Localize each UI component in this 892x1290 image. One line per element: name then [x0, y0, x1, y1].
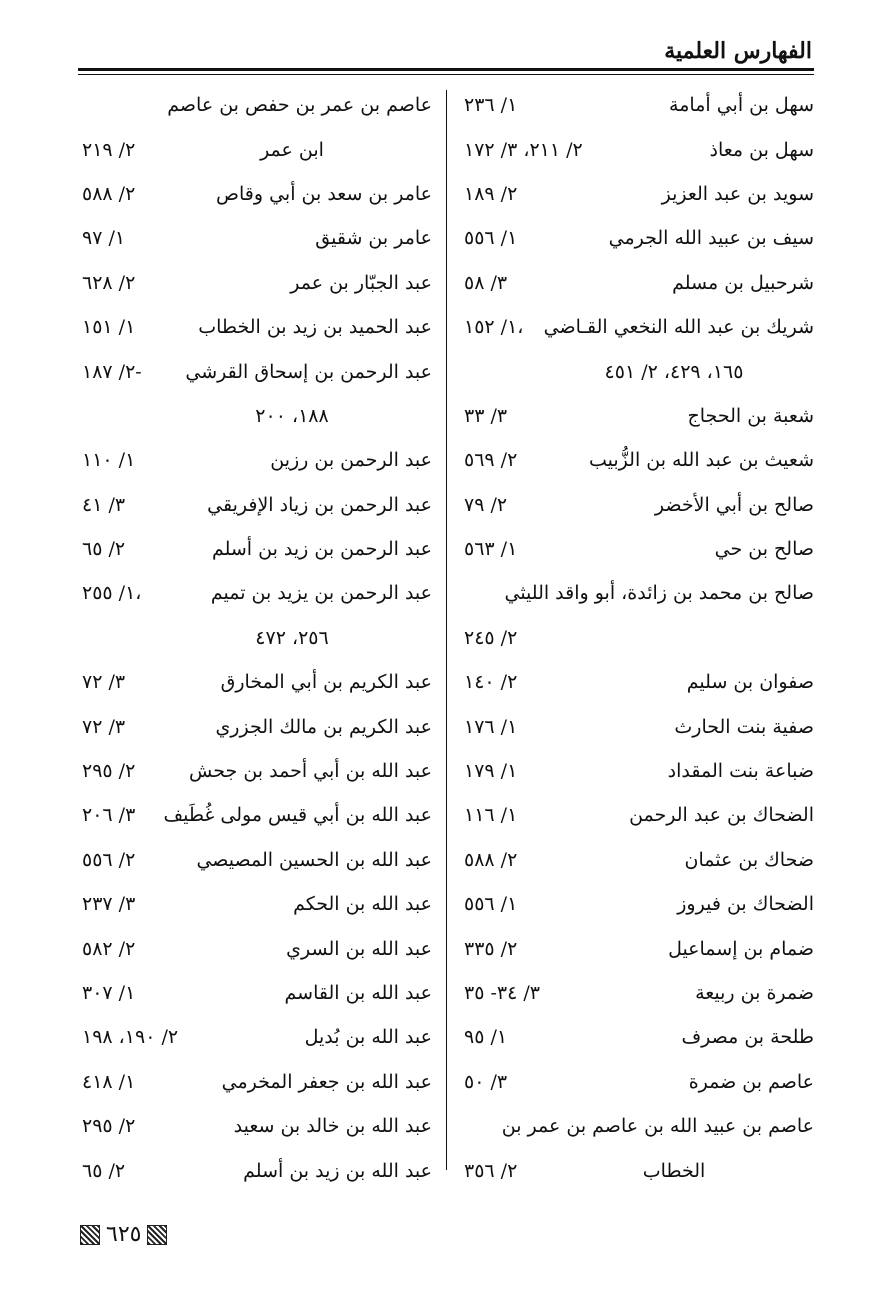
entry-reference: ١/ ٩٥ [464, 1026, 508, 1049]
entry-reference: ٢/ ٥٨٨ [464, 848, 518, 871]
entry-name: عبد الله بن أبي قيس مولى غُطَيف [163, 804, 432, 827]
ornament-icon [147, 1225, 167, 1245]
entry-name: سهل بن أبي أمامة [669, 94, 814, 117]
index-entry [82, 172, 432, 216]
index-entry [82, 571, 432, 615]
entry-name: ١٨٨، ٢٠٠ [255, 404, 329, 427]
index-entry [464, 438, 814, 482]
entry-name: شعيث بن عبد الله بن الزُّبيب [589, 449, 814, 472]
page-header-title: الفهارس العلمية [664, 38, 812, 64]
index-entry [464, 882, 814, 926]
entry-reference: ١/ ٩٧ [82, 227, 126, 250]
index-entry [82, 616, 432, 660]
index-entry [82, 394, 432, 438]
entry-reference: ٢/ ٥٨٢ [82, 937, 136, 960]
index-column-left [82, 83, 432, 1193]
index-entry [464, 1148, 814, 1192]
index-entry [464, 749, 814, 793]
entry-reference: ١/ ١٧٩ [464, 760, 518, 783]
entry-reference: ٢/ ٢٩٥ [82, 1115, 136, 1138]
entry-name: عبد الله بن الحسين المصيصي [196, 848, 432, 871]
column-divider [446, 90, 447, 1170]
header-rule-thin [78, 74, 814, 75]
entry-name: ضمام بن إسماعيل [668, 937, 814, 960]
entry-reference: ٢/ ١٨٧- [82, 360, 142, 383]
entry-name: شعبة بن الحجاج [687, 404, 814, 427]
entry-reference: ١/ ٤١٨ [82, 1070, 136, 1093]
entry-reference: ١/ ١٧٦ [464, 715, 518, 738]
index-entry [82, 216, 432, 260]
entry-reference: ١/ ٣٠٧ [82, 982, 136, 1004]
index-entry [82, 349, 432, 393]
entry-reference: ٢/ ٦٢٨ [82, 271, 136, 294]
index-entry [82, 438, 432, 482]
index-entry [82, 483, 432, 527]
entry-name: صالح بن محمد بن زائدة، أبو واقد الليثي [504, 582, 814, 605]
entry-name: عبد الرحمن بن إسحاق القرشي [185, 360, 432, 383]
index-entry [464, 660, 814, 704]
entry-name: عاصم بن ضمرة [688, 1070, 814, 1093]
entry-name: عبد الله بن أبي أحمد بن جحش [189, 760, 432, 783]
ornament-icon [80, 1225, 100, 1245]
entry-name: صالح بن أبي الأخضر [654, 493, 814, 516]
index-entry [464, 793, 814, 837]
index-entry [82, 1148, 432, 1192]
entry-reference: ٢/ ٢٩٥ [82, 760, 136, 783]
entry-name: عبد الرحمن بن رزين [270, 449, 432, 472]
entry-reference: ٣/ ٣٤- ٣٥ [464, 982, 540, 1004]
index-entry [464, 1015, 814, 1059]
entry-name: ضباعة بنت المقداد [667, 760, 814, 783]
index-entry [464, 971, 814, 1015]
index-column-right [464, 83, 814, 1193]
index-entry [82, 1104, 432, 1148]
entry-reference: ٣/ ٢٠٦ [82, 804, 136, 827]
entry-reference: ٢/ ٦٥ [82, 538, 126, 561]
entry-name: ضحاك بن عثمان [684, 848, 814, 871]
index-entry [464, 704, 814, 748]
entry-name: طلحة بن مصرف [681, 1026, 814, 1049]
entry-reference: ١/ ٥٥٦ [464, 893, 518, 916]
entry-reference: ٢/ ٥٥٦ [82, 848, 136, 871]
index-entry [82, 527, 432, 571]
entry-name: عبد الجبّار بن عمر [290, 271, 432, 294]
entry-name: عاصم بن عبيد الله بن عاصم بن عمر بن [501, 1115, 814, 1138]
entry-reference: ١/ ٥٦٣ [464, 538, 518, 561]
index-entry [464, 127, 814, 171]
entry-reference: ٢/ ١٨٩ [464, 182, 518, 205]
index-entry [82, 749, 432, 793]
entry-reference: ١/ ٢٣٦ [464, 94, 518, 117]
index-entry [82, 926, 432, 970]
entry-name: عبد الله بن السري [286, 937, 432, 960]
entry-reference: ٢/ ٥٨٨ [82, 182, 136, 205]
entry-name: عبد الرحمن بن زيد بن أسلم [211, 538, 432, 561]
entry-reference: ١/ ١٥١ [82, 316, 136, 339]
entry-reference: ٣/ ٥٨ [464, 271, 508, 294]
index-entry [82, 838, 432, 882]
entry-name: عبد الله بن زيد بن أسلم [243, 1159, 432, 1182]
entry-name: عبد الحميد بن زيد بن الخطاب [198, 316, 432, 339]
entry-name: عبد الله بن الحكم [293, 893, 432, 916]
index-entry [464, 261, 814, 305]
index-entry [82, 305, 432, 349]
entry-reference: ٢/ ٧٩ [464, 493, 508, 516]
entry-name: ٢٥٦، ٤٧٢ [255, 626, 329, 649]
header-rule-thick [78, 68, 814, 71]
index-entry [82, 882, 432, 926]
entry-name: ١٦٥، ٤٢٩، ٢/ ٤٥١ [604, 360, 744, 383]
index-entry [464, 616, 814, 660]
entry-name: شريك بن عبد الله النخعي القـاضي [543, 316, 814, 339]
index-entry [464, 527, 814, 571]
index-entry [464, 172, 814, 216]
entry-reference: ٢/ ١٤٠ [464, 671, 518, 694]
entry-name: عبد الله بن القاسم [284, 982, 432, 1004]
entry-reference: ٢/ ٣٣٥ [464, 937, 518, 960]
index-entry [82, 1060, 432, 1104]
entry-name: عبد الله بن جعفر المخرمي [221, 1070, 432, 1093]
entry-reference: ٣/ ٧٢ [82, 671, 126, 694]
entry-reference: ٢/ ٦٥ [82, 1159, 126, 1182]
index-entry [82, 971, 432, 1015]
page-footer [80, 1222, 167, 1247]
entry-name: الخطاب [642, 1159, 706, 1182]
index-entry [464, 571, 814, 615]
page-number: ٦٢٥ [106, 1222, 142, 1247]
index-entry [464, 838, 814, 882]
entry-name: سهل بن معاذ [709, 138, 814, 161]
entry-reference: ٢/ ٢١٩ [82, 138, 136, 161]
entry-name: ضمرة بن ربيعة [695, 982, 814, 1004]
entry-reference: ٢/ ٢١١، ٣/ ١٧٢ [464, 138, 583, 161]
entry-name: عبد الله بن بُديل [304, 1026, 432, 1049]
entry-reference: ٢/ ٥٦٩ [464, 449, 518, 472]
entry-name: عبد الكريم بن مالك الجزري [215, 715, 432, 738]
entry-name: الضحاك بن فيروز [677, 893, 814, 916]
index-entry [464, 1104, 814, 1148]
entry-reference: ١/ ٥٥٦ [464, 227, 518, 250]
entry-name: عبد الكريم بن أبي المخارق [220, 671, 432, 694]
entry-name: صالح بن حي [714, 538, 814, 561]
index-entry [464, 216, 814, 260]
index-entry [82, 793, 432, 837]
entry-name: صفوان بن سليم [686, 671, 814, 694]
index-entry [464, 1060, 814, 1104]
entry-name: عاصم بن عمر بن حفص بن عاصم [167, 94, 432, 117]
index-entry [82, 704, 432, 748]
entry-reference: ٢/ ٢٤٥ [464, 626, 518, 649]
index-entry [464, 926, 814, 970]
entry-name: ابن عمر [260, 138, 324, 161]
index-entry [464, 349, 814, 393]
index-entry [82, 83, 432, 127]
entry-reference: ١/ ٢٥٥، [82, 582, 142, 605]
index-entry [464, 394, 814, 438]
entry-reference: ١/ ١١٠ [82, 449, 136, 472]
index-entry [464, 483, 814, 527]
index-entry [464, 83, 814, 127]
entry-reference: ٢/ ٣٥٦ [464, 1159, 518, 1182]
entry-reference: ٣/ ٢٣٧ [82, 893, 136, 916]
index-entry [82, 261, 432, 305]
entry-reference: ٣/ ٣٣ [464, 404, 508, 427]
index-entry [82, 660, 432, 704]
index-entry [82, 1015, 432, 1059]
entry-reference: ٢/ ١٩٠، ١٩٨ [82, 1026, 179, 1049]
entry-name: صفية بنت الحارث [674, 715, 814, 738]
entry-reference: ١/ ١٥٢، [464, 316, 524, 339]
entry-name: عامر بن سعد بن أبي وقاص [216, 182, 432, 205]
entry-reference: ١/ ١١٦ [464, 804, 518, 827]
index-entry [464, 305, 814, 349]
entry-name: سيف بن عبيد الله الجرمي [608, 227, 814, 250]
entry-name: عبد الرحمن بن زياد الإفريقي [207, 493, 432, 516]
index-entry [82, 127, 432, 171]
entry-name: عبد الله بن خالد بن سعيد [233, 1115, 432, 1138]
entry-name: عبد الرحمن بن يزيد بن تميم [210, 582, 432, 605]
entry-reference: ٣/ ٧٢ [82, 715, 126, 738]
entry-reference: ٣/ ٤١ [82, 493, 126, 516]
entry-reference: ٣/ ٥٠ [464, 1070, 508, 1093]
entry-name: سويد بن عبد العزيز [661, 182, 814, 205]
entry-name: الضحاك بن عبد الرحمن [629, 804, 814, 827]
entry-name: شرحبيل بن مسلم [672, 271, 814, 294]
entry-name: عامر بن شقيق [315, 227, 432, 250]
